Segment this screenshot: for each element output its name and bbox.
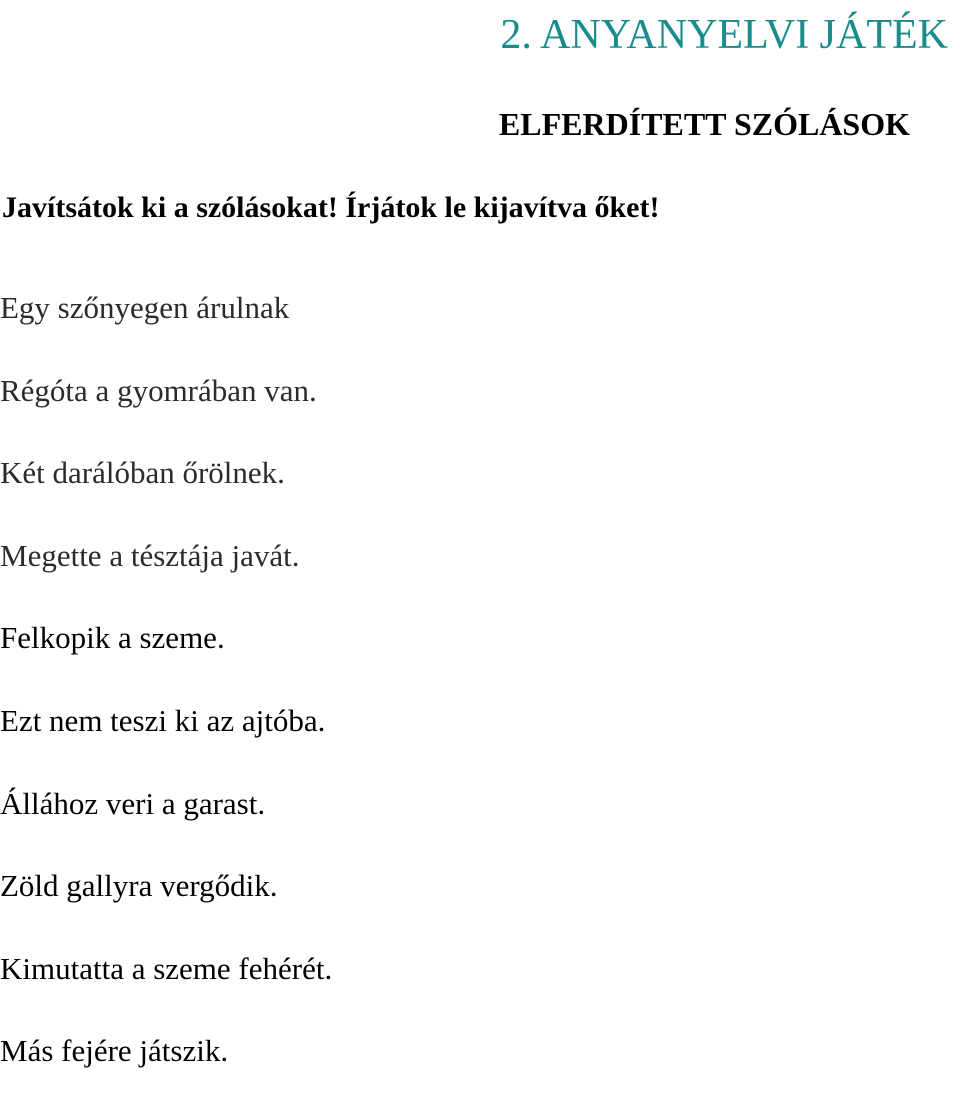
saying-item: Kimutatta a szeme fehérét. [0, 950, 333, 986]
saying-item: Megette a tésztája javát. [0, 537, 300, 573]
sayings-list [0, 286, 332, 1112]
saying-item: Régóta a gyomrában van. [0, 372, 317, 408]
page-title: 2. ANYANYELVI JÁTÉK [500, 12, 948, 58]
saying-item: Állához veri a garast. [0, 785, 266, 821]
saying-item: Egy szőnyegen árulnak [0, 290, 290, 325]
section-subtitle: ELFERDÍTETT SZÓLÁSOK [498, 106, 910, 142]
instruction-text: Javítsátok ki a szólásokat! Írjátok le kijavítva őket! [2, 191, 660, 224]
saying-item: Más fejére játszik. [0, 1033, 229, 1069]
saying-item: Két darálóban őrölnek. [0, 455, 285, 491]
saying-item: Zöld gallyra vergődik. [0, 868, 278, 904]
saying-item: Felkopik a szeme. [0, 620, 225, 656]
saying-item: Ezt nem teszi ki az ajtóba. [0, 702, 326, 738]
